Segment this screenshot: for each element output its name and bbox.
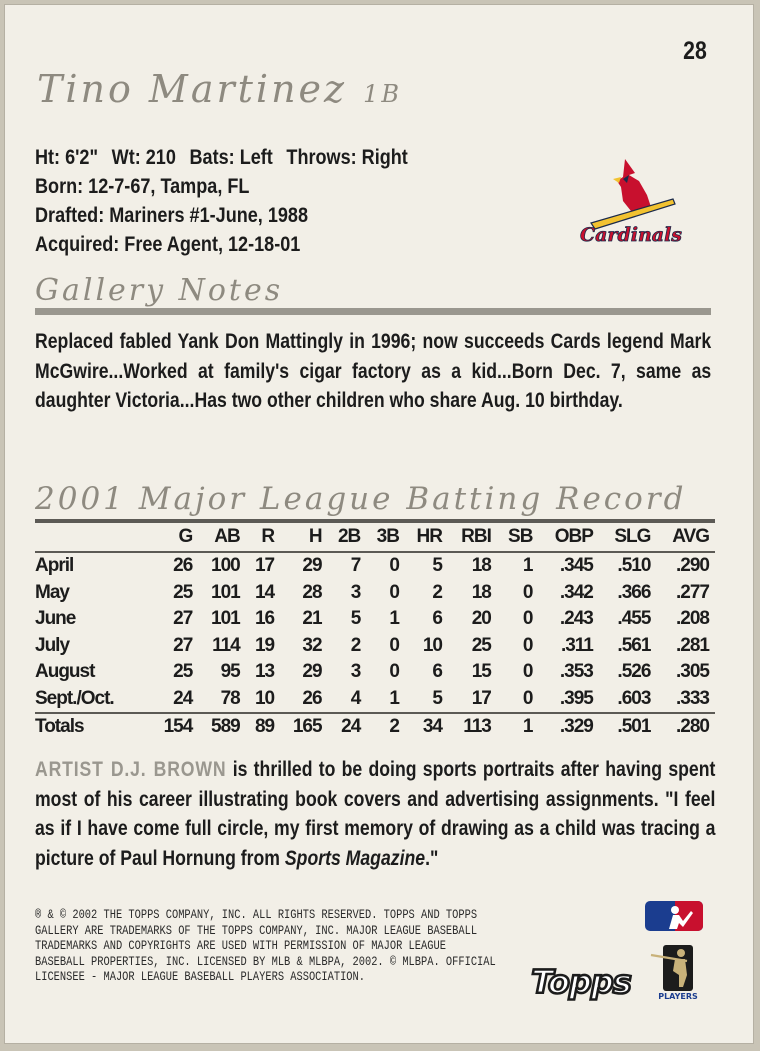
- legal-notice: ® & © 2002 THE TOPPS COMPANY, INC. ALL RIGHTS RESERVED. TOPPS AND TOPPS GALLERY ARE TRADEMARKS OF THE TOPPS COMPANY, INC. MAJOR LEAGUE BASEBALL TRADEMARKS AND COPYRIGHTS ARE USED WITH PERMISSION OF MAJOR LEAGUE BASEBALL PROPERTIES, INC. LICENSED BY MLB & MLBPA, 2002. © MLBPA. OFFICIAL LICENSEE - MAJOR LEAGUE BASEBALL PLAYERS ASSOCIATION.: [35, 908, 496, 985]
- batting-record-table: [35, 519, 715, 741]
- table-cell: .603: [617, 687, 651, 709]
- table-cell: 4: [350, 687, 361, 709]
- table-cell: .526: [617, 661, 651, 683]
- table-row: [35, 686, 715, 714]
- table-cell: 589: [198, 713, 245, 741]
- table-cell: .353: [559, 661, 593, 683]
- table-cell: .510: [617, 555, 651, 577]
- table-cell: 6: [432, 661, 442, 683]
- table-cell: 34: [405, 713, 448, 741]
- table-cell: 21: [302, 608, 322, 630]
- artist-text: is thrilled to be doing sports portraits after having spent most of his career illustrating book covers and advertising assignments. "I feel as if I have come full circle, my first memory of drawing as a child was tracing a picture of Paul Hornung from: [35, 758, 716, 870]
- table-cell: 95: [220, 661, 240, 683]
- player-name: Tino Martinez: [37, 67, 348, 111]
- artist-bio: [35, 755, 715, 873]
- table-cell: 165: [280, 713, 327, 741]
- table-cell: 154: [151, 713, 198, 741]
- player-position: 1B: [363, 80, 402, 108]
- row-label: April: [35, 555, 74, 577]
- table-cell: 26: [302, 687, 322, 709]
- column-header: OBP: [538, 521, 598, 552]
- column-header: H: [280, 521, 327, 552]
- row-label: Sept./Oct.: [35, 687, 114, 709]
- table-cell: .342: [559, 581, 593, 603]
- table-cell: .281: [676, 634, 709, 656]
- table-cell: 5: [350, 608, 361, 630]
- topps-wordmark: Topps: [531, 963, 631, 1001]
- artist-magazine: Sports Magazine: [284, 846, 426, 870]
- table-cell: 28: [302, 581, 322, 603]
- batting-record-title: 2001 Major League Batting Record: [35, 481, 687, 517]
- table-cell: 20: [471, 608, 491, 630]
- table-cell: 7: [350, 555, 361, 577]
- column-header: R: [246, 521, 280, 552]
- table-cell: 25: [173, 661, 193, 683]
- column-header: 3B: [366, 521, 405, 552]
- table-cell: 101: [211, 581, 240, 603]
- cardinals-logo: [577, 155, 687, 255]
- card-back: [4, 4, 754, 1044]
- table-cell: .561: [617, 634, 651, 656]
- table-cell: 29: [302, 661, 322, 683]
- table-cell: 0: [522, 661, 533, 683]
- table-cell: 18: [471, 581, 491, 603]
- bio-block: [35, 143, 505, 259]
- artist-text-end: .": [425, 846, 439, 870]
- table-cell: 15: [471, 661, 491, 683]
- table-cell: 0: [389, 555, 399, 577]
- card-number: 28: [683, 37, 707, 65]
- table-cell: 17: [254, 555, 275, 577]
- table-cell: 14: [254, 581, 275, 603]
- table-cell: 0: [522, 581, 533, 603]
- bio-throws: Throws: Right: [286, 146, 408, 169]
- table-cell: 3: [350, 581, 361, 603]
- table-cell: 27: [173, 634, 193, 656]
- table-cell: .280: [656, 713, 715, 741]
- players-wordmark: PLAYERS: [658, 992, 698, 1001]
- column-header: RBI: [448, 521, 497, 552]
- table-cell: 16: [254, 608, 275, 630]
- table-cell: 100: [211, 555, 240, 577]
- table-cell: .395: [559, 687, 593, 709]
- table-cell: .329: [538, 713, 598, 741]
- table-cell: .345: [559, 555, 593, 577]
- table-body: [35, 552, 715, 741]
- table-cell: .366: [617, 581, 651, 603]
- table-cell: 1: [389, 608, 399, 630]
- table-cell: 25: [173, 581, 193, 603]
- table-cell: .501: [599, 713, 657, 741]
- artist-name: ARTIST D.J. BROWN: [35, 758, 227, 781]
- table-cell: 1: [389, 687, 399, 709]
- totals-row: [35, 713, 715, 741]
- table-cell: .305: [676, 661, 709, 683]
- table-cell: 1: [497, 713, 539, 741]
- table-cell: 3: [350, 661, 361, 683]
- column-header: G: [151, 521, 198, 552]
- table-cell: 0: [389, 661, 399, 683]
- column-header: 2B: [328, 521, 367, 552]
- column-header: HR: [405, 521, 448, 552]
- bio-drafted: Drafted: Mariners #1-June, 1988: [35, 204, 309, 227]
- column-header: AB: [198, 521, 245, 552]
- table-header-row: [35, 521, 715, 552]
- table-cell: 2: [366, 713, 405, 741]
- table-cell: 17: [471, 687, 491, 709]
- table-cell: 18: [471, 555, 491, 577]
- table-cell: 2: [432, 581, 442, 603]
- table-cell: 25: [471, 634, 491, 656]
- table-cell: 24: [173, 687, 193, 709]
- table-cell: 0: [522, 608, 533, 630]
- table-row: [35, 580, 715, 607]
- table-cell: 113: [448, 713, 497, 741]
- table-cell: .333: [676, 687, 709, 709]
- table-row: [35, 552, 715, 580]
- bio-bats: Bats: Left: [189, 146, 273, 169]
- bio-weight: Wt: 210: [111, 146, 176, 169]
- table-cell: 101: [211, 608, 240, 630]
- table-cell: .243: [559, 608, 593, 630]
- table-cell: .208: [676, 608, 709, 630]
- row-label: July: [35, 634, 70, 656]
- table-cell: 29: [302, 555, 322, 577]
- column-header-period: [35, 521, 151, 552]
- table-cell: 0: [389, 634, 399, 656]
- cardinals-wordmark: Cardinals: [580, 224, 682, 246]
- table-cell: 24: [328, 713, 367, 741]
- bio-born: Born: 12-7-67, Tampa, FL: [35, 175, 250, 198]
- table-cell: 89: [246, 713, 280, 741]
- table-cell: 1: [522, 555, 533, 577]
- row-label: June: [35, 608, 76, 630]
- table-cell: 27: [173, 608, 193, 630]
- row-label: Totals: [35, 713, 151, 741]
- bio-measurements: [35, 143, 439, 172]
- mlb-logo-icon: [645, 901, 703, 931]
- row-label: August: [35, 661, 95, 683]
- gallery-notes-title: Gallery Notes: [35, 273, 284, 308]
- table-cell: 78: [220, 687, 240, 709]
- column-header: SLG: [599, 521, 657, 552]
- table-cell: 5: [432, 687, 442, 709]
- table-cell: 19: [254, 634, 275, 656]
- table-cell: 6: [432, 608, 442, 630]
- table-cell: 114: [212, 634, 240, 656]
- table-cell: 13: [254, 661, 275, 683]
- table-cell: .290: [676, 555, 709, 577]
- gallery-notes-text: Replaced fabled Yank Don Mattingly in 1996; now succeeds Cards legend Mark McGwire...Worked at family's cigar factory as a kid...Born Dec. 7, same as daughter Victoria...Has two other children who share Aug. 10 birthday.: [35, 330, 712, 412]
- bio-height: Ht: 6'2": [35, 146, 99, 169]
- table-cell: 10: [422, 634, 442, 656]
- table-row: [35, 606, 715, 633]
- section-divider: [35, 308, 711, 315]
- row-label: May: [35, 581, 69, 603]
- table-cell: 0: [522, 687, 533, 709]
- table-cell: 0: [389, 581, 399, 603]
- table-cell: .311: [560, 634, 593, 656]
- column-header: SB: [497, 521, 539, 552]
- player-name-signature: [37, 67, 402, 111]
- players-association-logo: [647, 941, 709, 1001]
- table-cell: 26: [173, 555, 193, 577]
- table-cell: 32: [302, 634, 322, 656]
- table-cell: 5: [432, 555, 442, 577]
- table-row: [35, 633, 715, 660]
- table-row: [35, 659, 715, 686]
- table-cell: 2: [350, 634, 361, 656]
- bio-acquired: Acquired: Free Agent, 12-18-01: [35, 233, 301, 256]
- table-cell: 0: [522, 634, 533, 656]
- table-cell: 10: [254, 687, 275, 709]
- topps-logo: [531, 959, 633, 1003]
- table-cell: .277: [676, 581, 709, 603]
- column-header: AVG: [656, 521, 715, 552]
- table-cell: .455: [617, 608, 651, 630]
